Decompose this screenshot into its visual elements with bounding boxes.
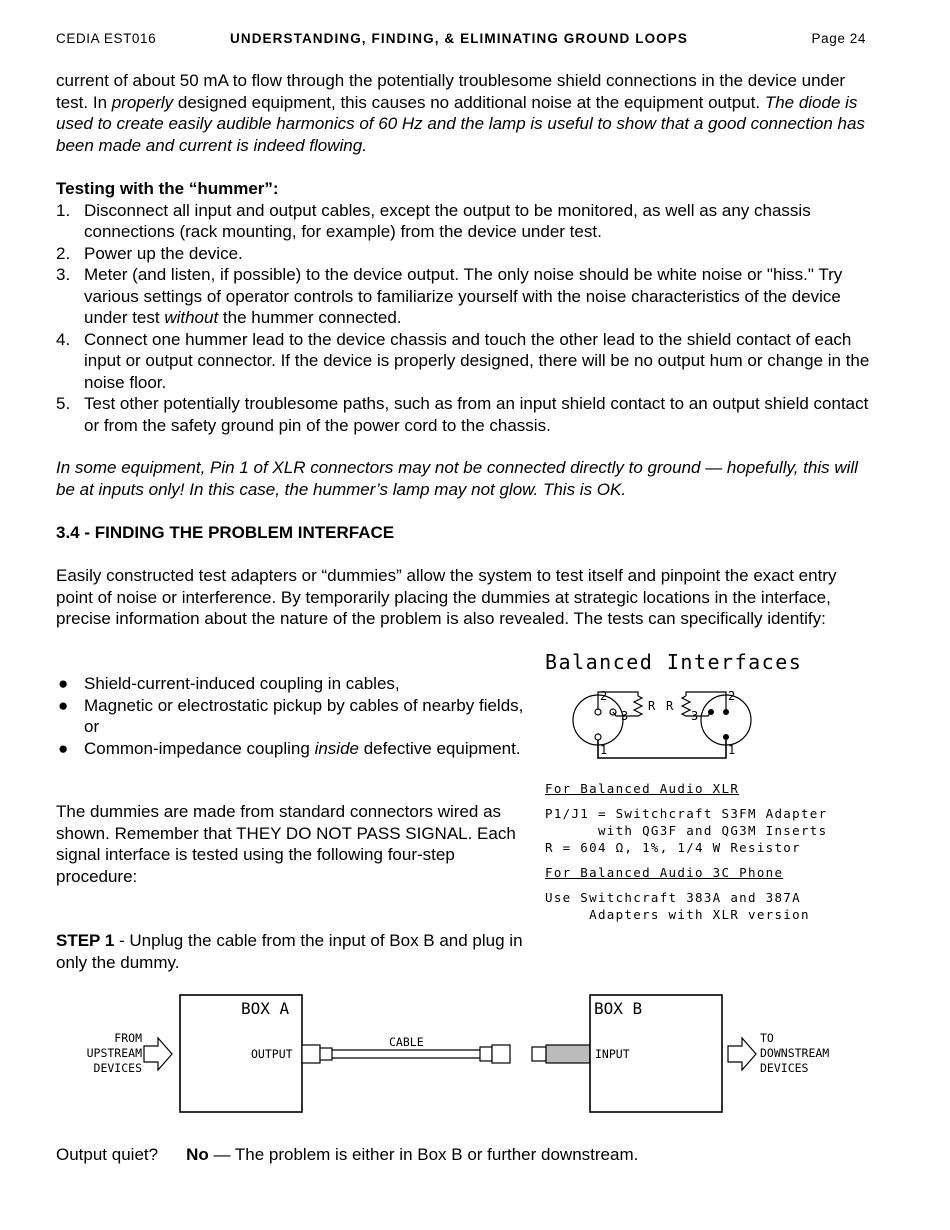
step1-text: - Unplug the cable from the input of Box B and plug in only the dummy. xyxy=(56,931,523,972)
hummer-heading: Testing with the “hummer”: xyxy=(56,179,279,198)
step-number: 4. xyxy=(56,329,71,349)
resistor-label: R xyxy=(666,699,674,713)
output-label: OUTPUT xyxy=(251,1047,293,1061)
doc-id: CEDIA EST016 xyxy=(56,31,157,46)
phone-note-line: Adapters with XLR version xyxy=(545,907,810,922)
xlr-note-line: P1/J1 = Switchcraft S3FM Adapter xyxy=(545,806,828,821)
downstream-arrow-icon xyxy=(728,1038,756,1070)
bullet-icon: ● xyxy=(58,738,69,758)
step-text-emphasis: without xyxy=(164,308,219,327)
xlr-note-line: with QG3F and QG3M Inserts xyxy=(545,823,828,838)
intro-text-2: properly xyxy=(111,92,174,112)
xlr-pin-right-2 xyxy=(723,709,729,715)
xlr-pin-left-2 xyxy=(595,709,601,715)
intro-paragraph xyxy=(56,70,871,156)
bullet-icon: ● xyxy=(58,695,69,715)
step-number: 3. xyxy=(56,265,71,284)
pin-label: 1 xyxy=(600,743,608,757)
page-header xyxy=(56,28,866,48)
step-number: 1. xyxy=(56,200,71,220)
phone-heading: For Balanced Audio 3C Phone xyxy=(545,865,784,880)
xlr-pin-left-1 xyxy=(595,734,601,740)
pin-label: 2 xyxy=(600,689,608,703)
bullet-text: Shield-current-induced coupling in cables, xyxy=(84,674,400,693)
step-text: the hummer connected. xyxy=(218,308,402,327)
cable-label: CABLE xyxy=(389,1035,424,1049)
step-text: Connect one hummer lead to the device chassis and touch the other lead to the shield contact of each input or output connector. If the device is properly designed, there will be no output hum or change in the noise floor. xyxy=(84,329,870,392)
xlr-dummy-diagram xyxy=(560,682,770,762)
pin-label: 3 xyxy=(691,709,699,723)
result-question: Output quiet? xyxy=(56,1145,159,1164)
from-label: FROM xyxy=(114,1031,142,1045)
intro-text-1: current of about 50 mA to flow through the potentially troublesome shield connections in the device under test. In xyxy=(56,71,846,112)
list-item xyxy=(56,243,871,265)
step-text: Power up the device. xyxy=(84,243,243,263)
box-a-label: BOX A xyxy=(241,999,290,1018)
step-number: 2. xyxy=(56,243,71,263)
to-label: DOWNSTREAM xyxy=(760,1046,830,1060)
bullet-text-emphasis: inside xyxy=(314,738,359,758)
step-text: Disconnect all input and output cables, except the output to be monitored, as well as any chassis connections (rack mounting, for example) from the device under test. xyxy=(84,200,811,241)
box-b-label: BOX B xyxy=(594,999,643,1018)
doc-title: UNDERSTANDING, FINDING, & ELIMINATING GROUND LOOPS xyxy=(230,31,688,46)
list-item xyxy=(56,264,871,329)
xlr-heading: For Balanced Audio XLR xyxy=(545,781,740,796)
intro-text-4: The diode is used to create easily audible harmonics of 60 Hz and the lamp is useful to show that a good connection has been made and current is indeed flowing. xyxy=(56,92,865,155)
identify-list xyxy=(56,673,526,759)
balanced-notes xyxy=(545,780,827,923)
to-label: DEVICES xyxy=(760,1061,809,1075)
list-item xyxy=(56,200,871,243)
result-answer: No xyxy=(186,1145,209,1164)
to-label: TO xyxy=(760,1031,774,1045)
list-item xyxy=(56,393,871,436)
hummer-section xyxy=(56,178,871,436)
step-number: 5. xyxy=(56,394,71,413)
page-number: Page 24 xyxy=(811,31,866,46)
resistor-label: R xyxy=(648,699,656,713)
section-paragraph: Easily constructed test adapters or “dummies” allow the system to test itself and pinpoint the exact entry point of noise or interference. By temporarily placing the dummies at strategic locations in the interface, precise information about the nature of the problem is also revealed. The tests can specifically identify: xyxy=(56,566,837,628)
result-text: — The problem is either in Box B or further downstream. xyxy=(208,1145,639,1164)
step-text: Meter (and listen, if possible) to the device output. The only noise should be white noise or "hiss." Try various settings of operator controls to familiarize yourself with the noise characteristics of the device under test xyxy=(84,265,843,327)
section-heading: 3.4 - FINDING THE PROBLEM INTERFACE xyxy=(56,523,395,542)
phone-note-line: Use Switchcraft 383A and 387A xyxy=(545,890,801,905)
bullet-text: Common-impedance coupling xyxy=(84,738,315,758)
bullet-icon: ● xyxy=(58,674,69,693)
input-label: INPUT xyxy=(595,1047,630,1061)
list-item xyxy=(56,695,526,738)
output-plug xyxy=(302,1045,320,1063)
step1-label: STEP 1 xyxy=(56,931,115,950)
list-item xyxy=(56,738,526,760)
balanced-interfaces-title: Balanced Interfaces xyxy=(545,650,803,674)
from-label: UPSTREAM xyxy=(86,1046,142,1060)
hummer-steps xyxy=(56,200,871,437)
step1-paragraph xyxy=(56,930,526,973)
bullet-text: Magnetic or electrostatic pickup by cables of nearby fields, or xyxy=(84,695,524,736)
xlr-note-line: R = 604 Ω, 1%, 1/4 W Resistor xyxy=(545,840,801,855)
xlr-pin-right-1 xyxy=(723,734,729,740)
upstream-arrow-icon xyxy=(144,1038,172,1070)
cable-end-plug xyxy=(492,1045,510,1063)
intro-text-3: designed equipment, this causes no additional noise at the equipment output. xyxy=(173,92,765,112)
dummies-paragraph: The dummies are made from standard connectors wired as shown. Remember that THEY DO NOT PASS SIGNAL. Each signal interface is tested using the following four-step procedure: xyxy=(56,802,516,886)
hummer-note: In some equipment, Pin 1 of XLR connectors may not be connected directly to ground — hopefully, this will be at inputs only! In this case, the hummer’s lamp may not glow. This is OK. xyxy=(56,458,858,499)
from-label: DEVICES xyxy=(93,1061,142,1075)
pin-label: 2 xyxy=(728,689,736,703)
list-item xyxy=(56,673,526,695)
pin-label: 3 xyxy=(621,709,629,723)
pin-label: 1 xyxy=(728,743,736,757)
pin1-link xyxy=(598,740,726,758)
step-text: Test other potentially troublesome paths, such as from an input shield contact to an output shield contact or from the safety ground pin of the power cord to the chassis. xyxy=(84,394,869,435)
dummy-plug xyxy=(532,1047,546,1061)
result-line xyxy=(56,1144,871,1166)
step1-diagram xyxy=(60,990,860,1118)
bullet-text: defective equipment. xyxy=(358,738,521,758)
list-item xyxy=(56,329,871,394)
dummy-body xyxy=(546,1045,590,1063)
